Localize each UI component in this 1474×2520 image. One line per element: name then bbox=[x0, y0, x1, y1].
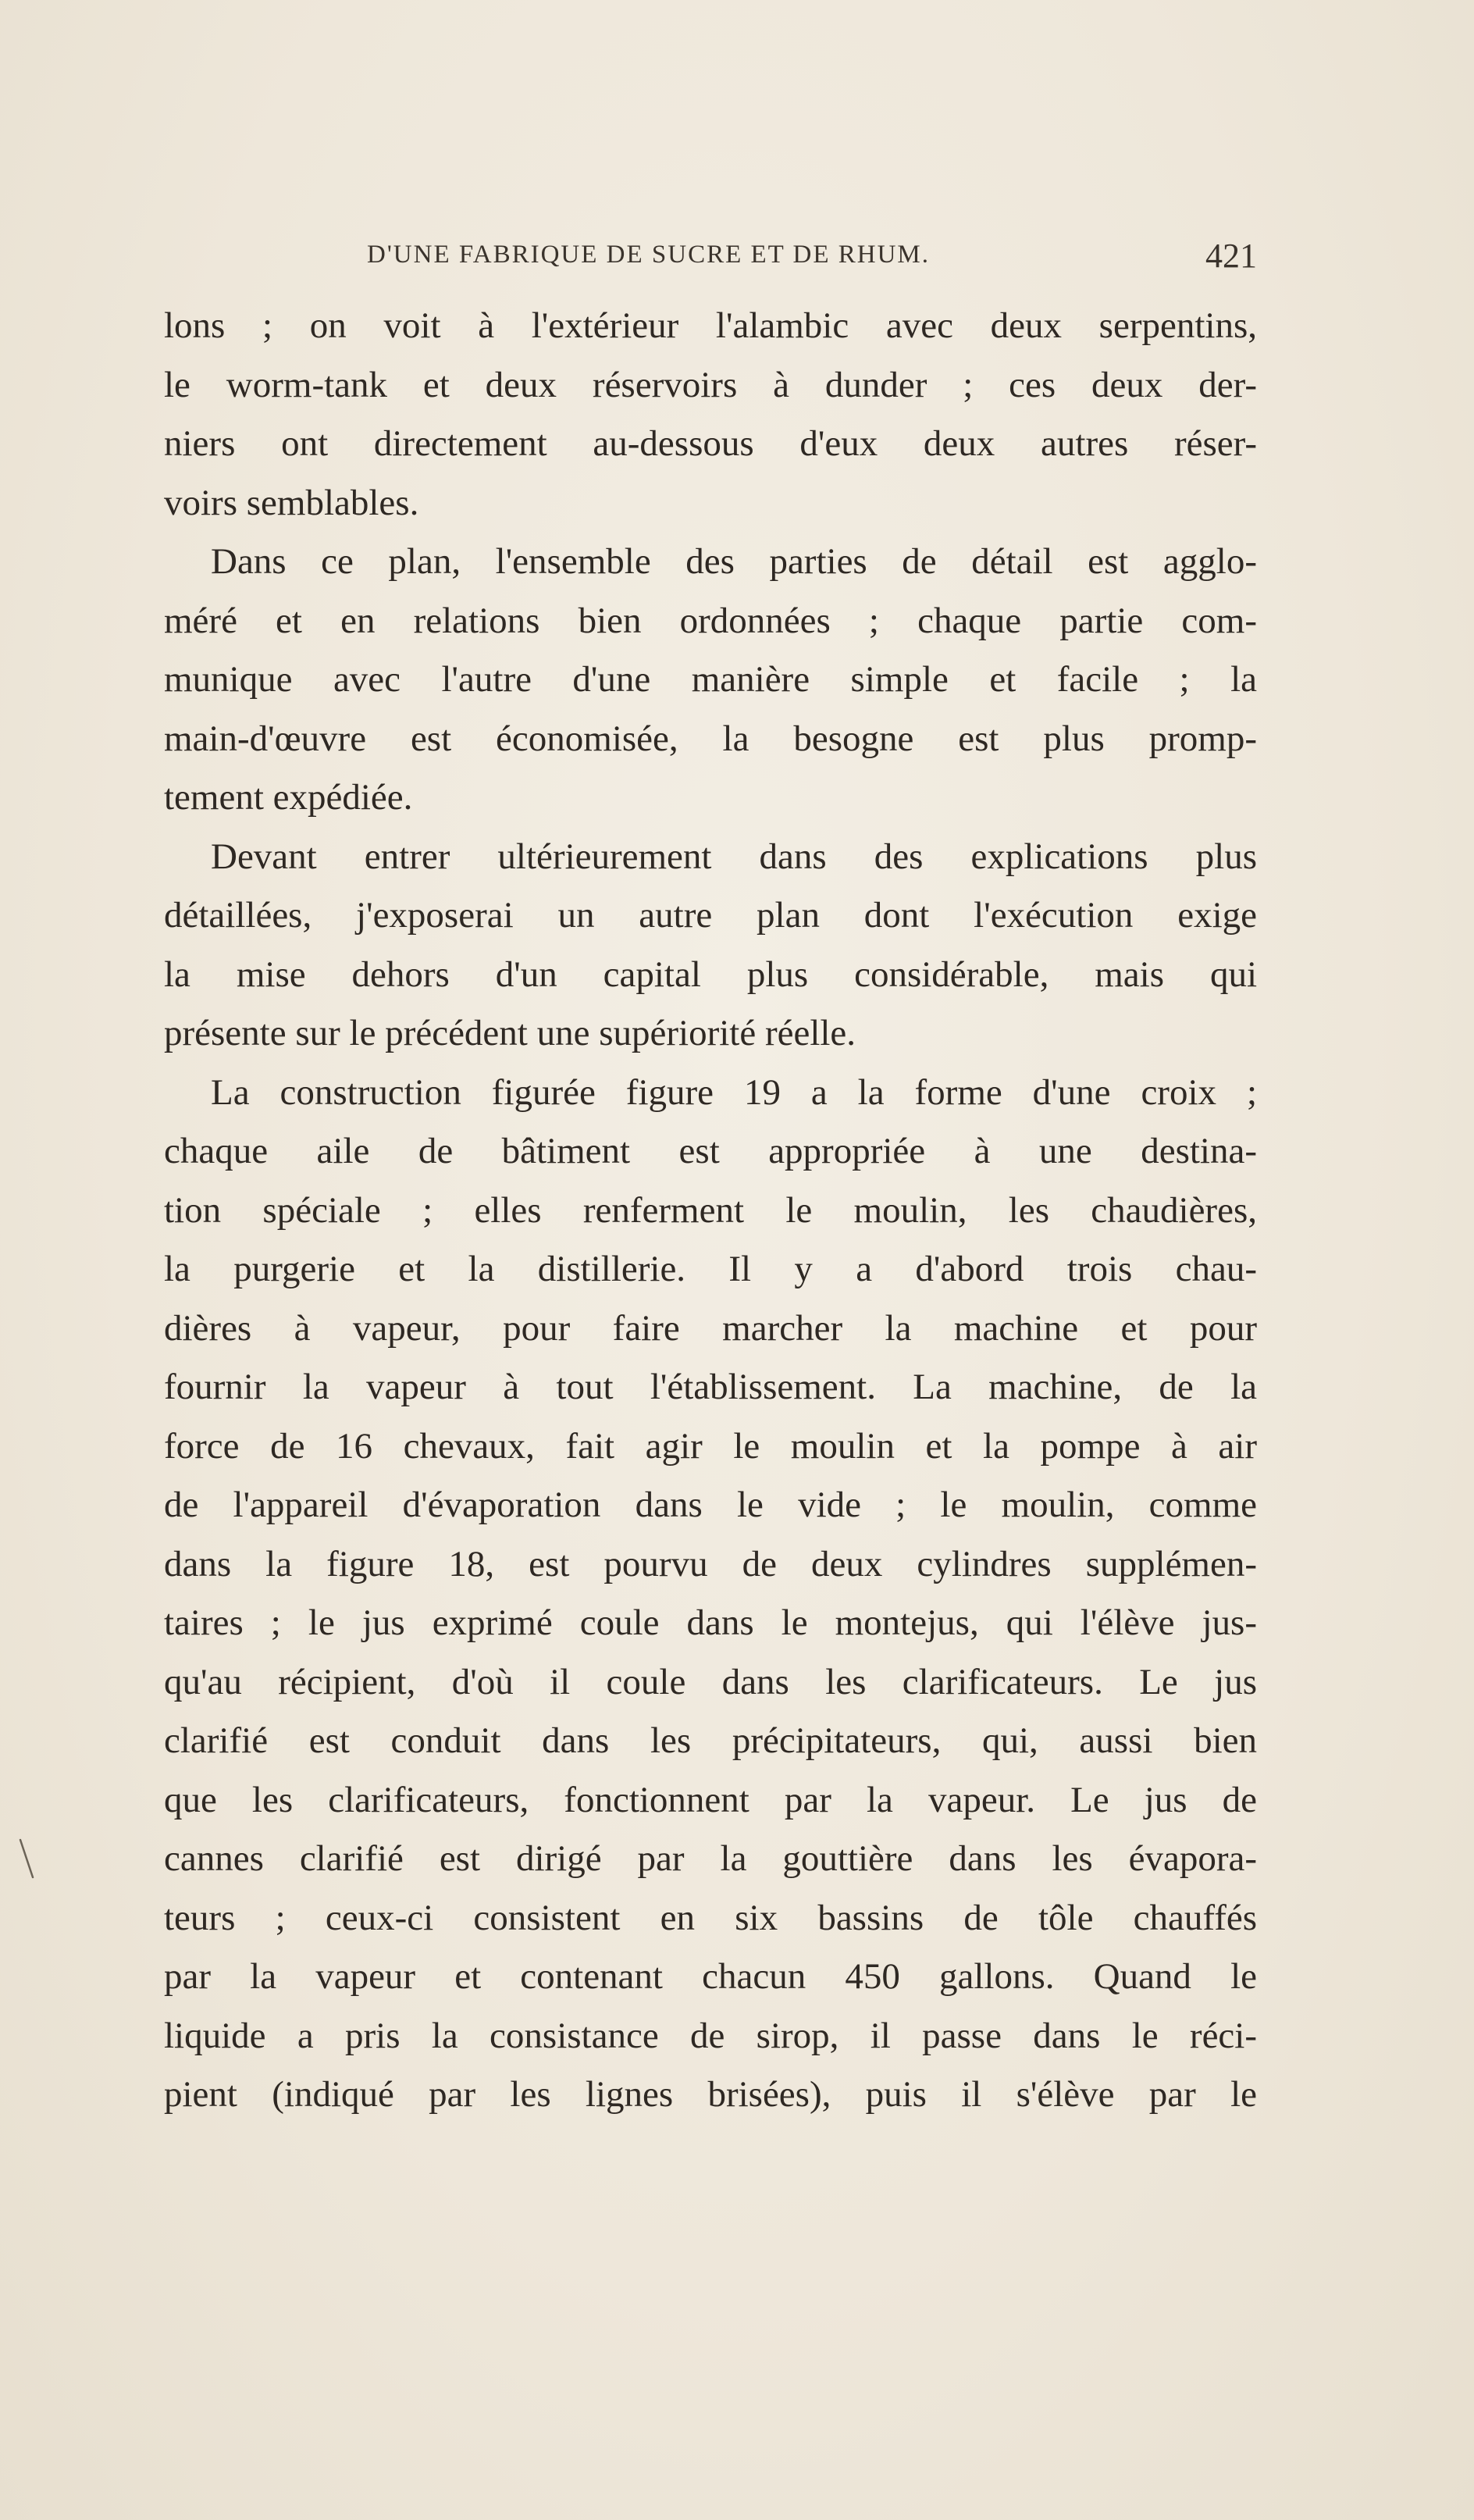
text-line: clarifié est conduit dans les précipitateurs, qui, aussi bien bbox=[164, 1720, 1257, 1761]
text-line: niers ont directement au-dessous d'eux deux autres réser- bbox=[164, 423, 1257, 464]
body-text bbox=[164, 297, 1257, 2125]
text-line: chaque aile de bâtiment est appropriée à une destina- bbox=[164, 1131, 1257, 1171]
text-line: munique avec l'autre d'une manière simple et facile ; la bbox=[164, 659, 1257, 700]
text-line: lons ; on voit à l'extérieur l'alambic avec deux serpentins, bbox=[164, 305, 1257, 346]
text-line: La construction figurée figure 19 a la forme d'une croix ; bbox=[211, 1071, 1257, 1113]
page-number: 421 bbox=[1205, 237, 1257, 275]
text-line: voirs semblables. bbox=[164, 482, 419, 523]
text-line: teurs ; ceux-ci consistent en six bassins de tôle chauffés bbox=[164, 1897, 1257, 1938]
text-line: la mise dehors d'un capital plus considérable, mais qui bbox=[164, 953, 1257, 995]
text-line: force de 16 chevaux, fait agir le moulin et la pompe à air bbox=[164, 1425, 1257, 1467]
text-line: Devant entrer ultérieurement dans des explications plus bbox=[211, 836, 1257, 877]
text-line: de l'appareil d'évaporation dans le vide ; le moulin, comme bbox=[164, 1485, 1257, 1525]
text-line: détaillées, j'exposerai un autre plan dont l'exécution exige bbox=[164, 895, 1257, 936]
text-line: tion spéciale ; elles renferment le moulin, les chaudières, bbox=[164, 1189, 1257, 1231]
text-line: dans la figure 18, est pourvu de deux cylindres supplémen- bbox=[164, 1543, 1257, 1584]
text-line: fournir la vapeur à tout l'établissement. La machine, de la bbox=[164, 1367, 1257, 1407]
text-line: dières à vapeur, pour faire marcher la machine et pour bbox=[164, 1307, 1257, 1349]
text-line: présente sur le précédent une supériorité réelle. bbox=[164, 1013, 856, 1053]
text-line: que les clarificateurs, fonctionnent par la vapeur. Le jus de bbox=[164, 1779, 1257, 1820]
text-line: par la vapeur et contenant chacun 450 gallons. Quand le bbox=[164, 1956, 1257, 1997]
text-line: taires ; le jus exprimé coule dans le montejus, qui l'élève jus- bbox=[164, 1602, 1257, 1643]
text-line: pient (indiqué par les lignes brisées), puis il s'élève par le bbox=[164, 2074, 1257, 2115]
text-line: cannes clarifié est dirigé par la gouttière dans les évapora- bbox=[164, 1838, 1257, 1879]
running-title: D'UNE FABRIQUE DE SUCRE ET DE RHUM. bbox=[367, 241, 930, 269]
text-line: le worm-tank et deux réservoirs à dunder ; ces deux der- bbox=[164, 364, 1257, 405]
margin-pencil-mark bbox=[17, 1837, 37, 1884]
text-line: tement expédiée. bbox=[164, 777, 413, 818]
text-line: méré et en relations bien ordonnées ; chaque partie com- bbox=[164, 600, 1257, 641]
text-line: liquide a pris la consistance de sirop, il passe dans le réci- bbox=[164, 2015, 1257, 2056]
running-head bbox=[367, 237, 1257, 287]
text-line: la purgerie et la distillerie. Il y a d'abord trois chau- bbox=[164, 1249, 1257, 1289]
text-line: main-d'œuvre est économisée, la besogne est plus promp- bbox=[164, 718, 1257, 759]
text-line: qu'au récipient, d'où il coule dans les clarificateurs. Le jus bbox=[164, 1661, 1257, 1702]
text-line: Dans ce plan, l'ensemble des parties de détail est agglo- bbox=[211, 541, 1257, 582]
